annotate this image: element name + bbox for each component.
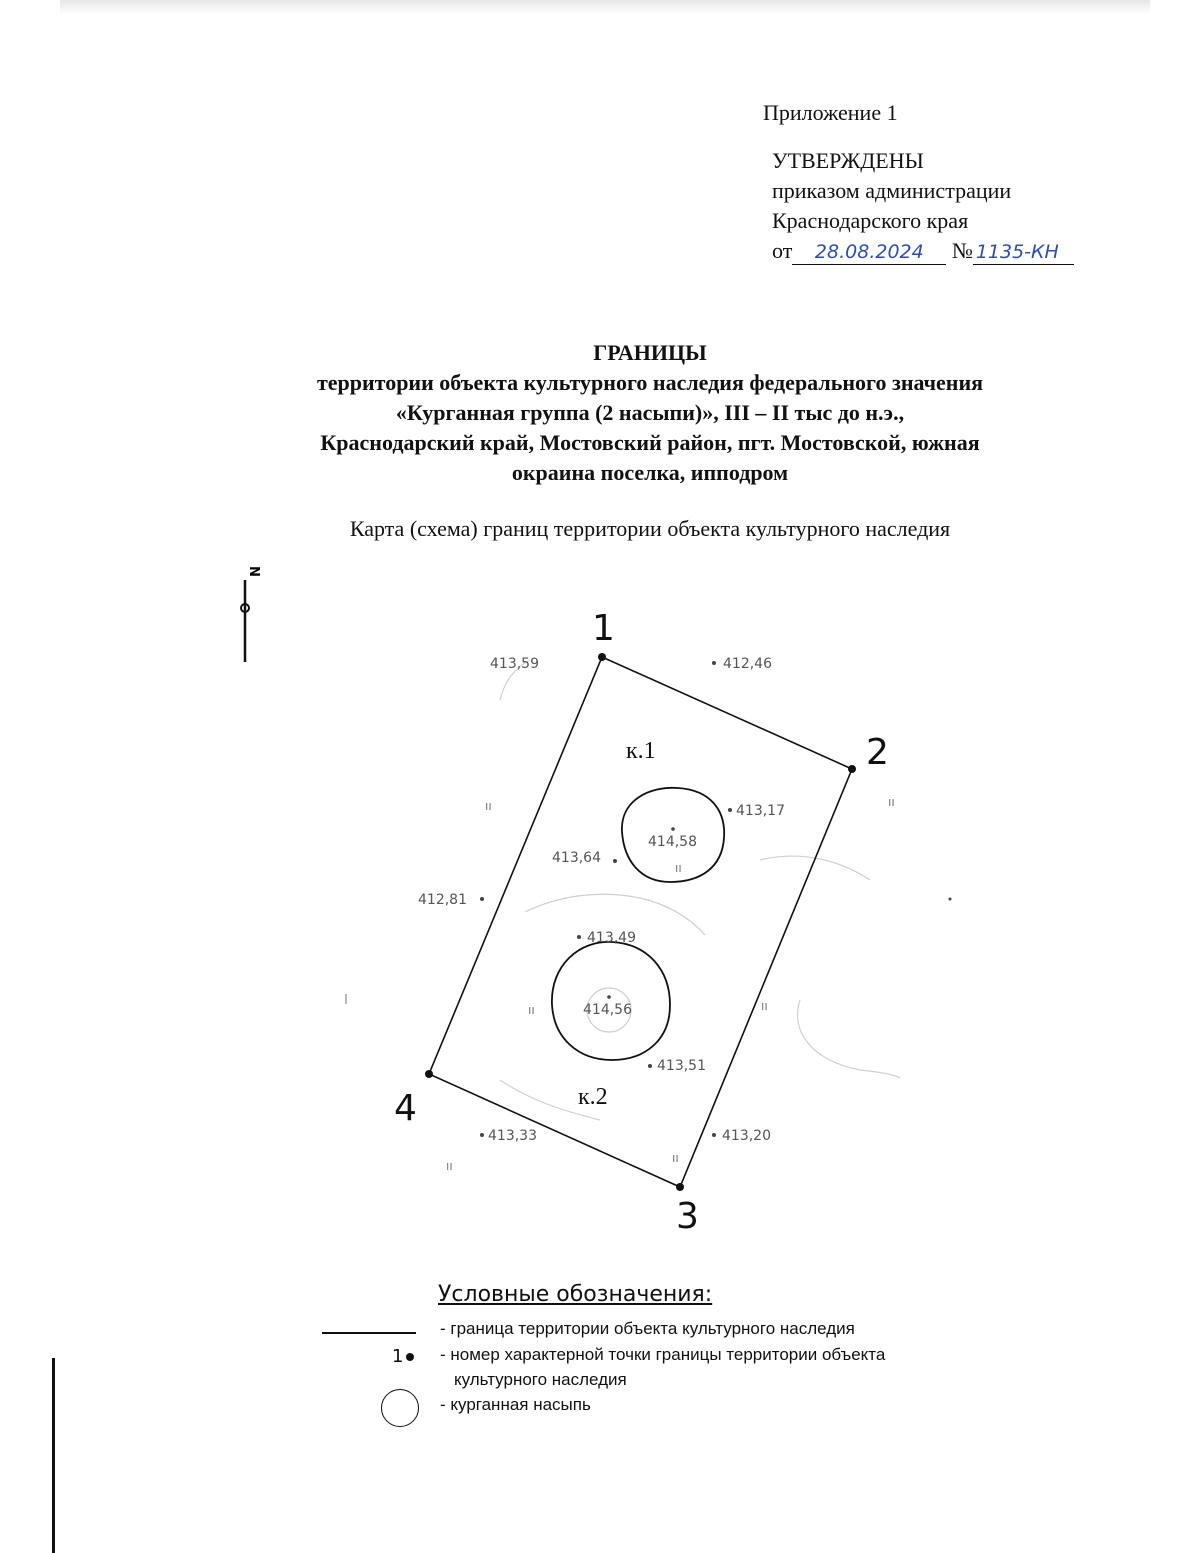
boundary-point-2 [848,765,856,773]
point-number-2: 2 [866,732,889,773]
title-line-2: «Курганная группа (2 насыпи)», III – II тыс до н.э., [395,400,905,425]
approved-by-line2: Краснодарского края [772,208,969,233]
boundary-point-1 [598,653,606,661]
legend-mound-text: - курганная насыпь [440,1395,591,1414]
terrain-contours [500,660,900,1120]
legend-boundary-text: - граница территории объекта культурного наследия [440,1319,855,1338]
legend-point-symbol [392,1346,414,1367]
svg-text:ıı: ıı [761,999,768,1013]
date-prefix: от [772,238,793,263]
legend-mound-symbol [381,1389,419,1427]
number-sign: № [951,238,973,263]
point-number-1: 1 [592,608,615,649]
elevation-414-56: 414,56 [583,1002,632,1018]
elevation-413-33: 413,33 [488,1128,537,1144]
title-line-4: окраина поселка, ипподром [511,460,789,485]
elevation-413-49: 413,49 [587,930,636,946]
svg-text:ıı: ıı [888,795,895,809]
title-line-1: территории объекта культурного наследия федерального значения [316,370,984,395]
north-arrow [241,566,261,662]
legend-boundary-symbol [322,1332,416,1334]
order-date: 28.08.2024 [792,240,946,265]
mound-label-1: к.1 [626,738,656,764]
elevation-414-58: 414,58 [648,834,697,850]
svg-text:ıı: ıı [446,1159,453,1173]
approved-by-line1: приказом администрации [772,178,1012,203]
legend-point-dot [406,1353,414,1361]
svg-text:ıı: ıı [672,1151,679,1165]
elevation-412-46: 412,46 [723,656,772,672]
legend-point-text-2: культурного наследия [454,1370,627,1389]
boundary-point-3 [676,1183,684,1191]
elevation-413-64: 413,64 [552,850,601,866]
legend-point-number: 1 [392,1346,404,1367]
elevation-413-17: 413,17 [736,803,785,819]
territory-boundary [429,657,852,1187]
north-label: N [246,566,261,577]
mound-2-outline [552,942,670,1060]
boundary-point-4 [425,1070,433,1078]
boundary-points [425,653,856,1191]
elevation-413-59: 413,59 [490,656,539,672]
map-caption: Карта (схема) границ территории объекта культурного наследия [349,516,951,541]
elevation-413-20: 413,20 [722,1128,771,1144]
svg-text:ıı: ıı [528,1003,535,1017]
order-number: 1135-КН [973,240,1074,265]
svg-text:ıı: ıı [485,799,492,813]
elevation-413-51: 413,51 [657,1058,706,1074]
point-number-3: 3 [676,1196,699,1237]
title-line-3: Краснодарский край, Мостовский район, пгт. Мостовской, южная [320,430,980,455]
legend-title: Условные обозначения: [438,1282,713,1307]
svg-text:ıı: ıı [675,861,682,875]
legend-point-text-1: - номер характерной точки границы территории объекта [440,1345,886,1364]
appendix-label: Приложение 1 [763,100,898,125]
point-number-4: 4 [394,1088,417,1129]
title-heading: ГРАНИЦЫ [593,340,707,365]
mound-label-2: к.2 [578,1084,608,1110]
terrain-marks [446,795,895,1173]
elevation-412-81: 412,81 [418,892,467,908]
approved-label: УТВЕРЖДЕНЫ [772,148,924,173]
